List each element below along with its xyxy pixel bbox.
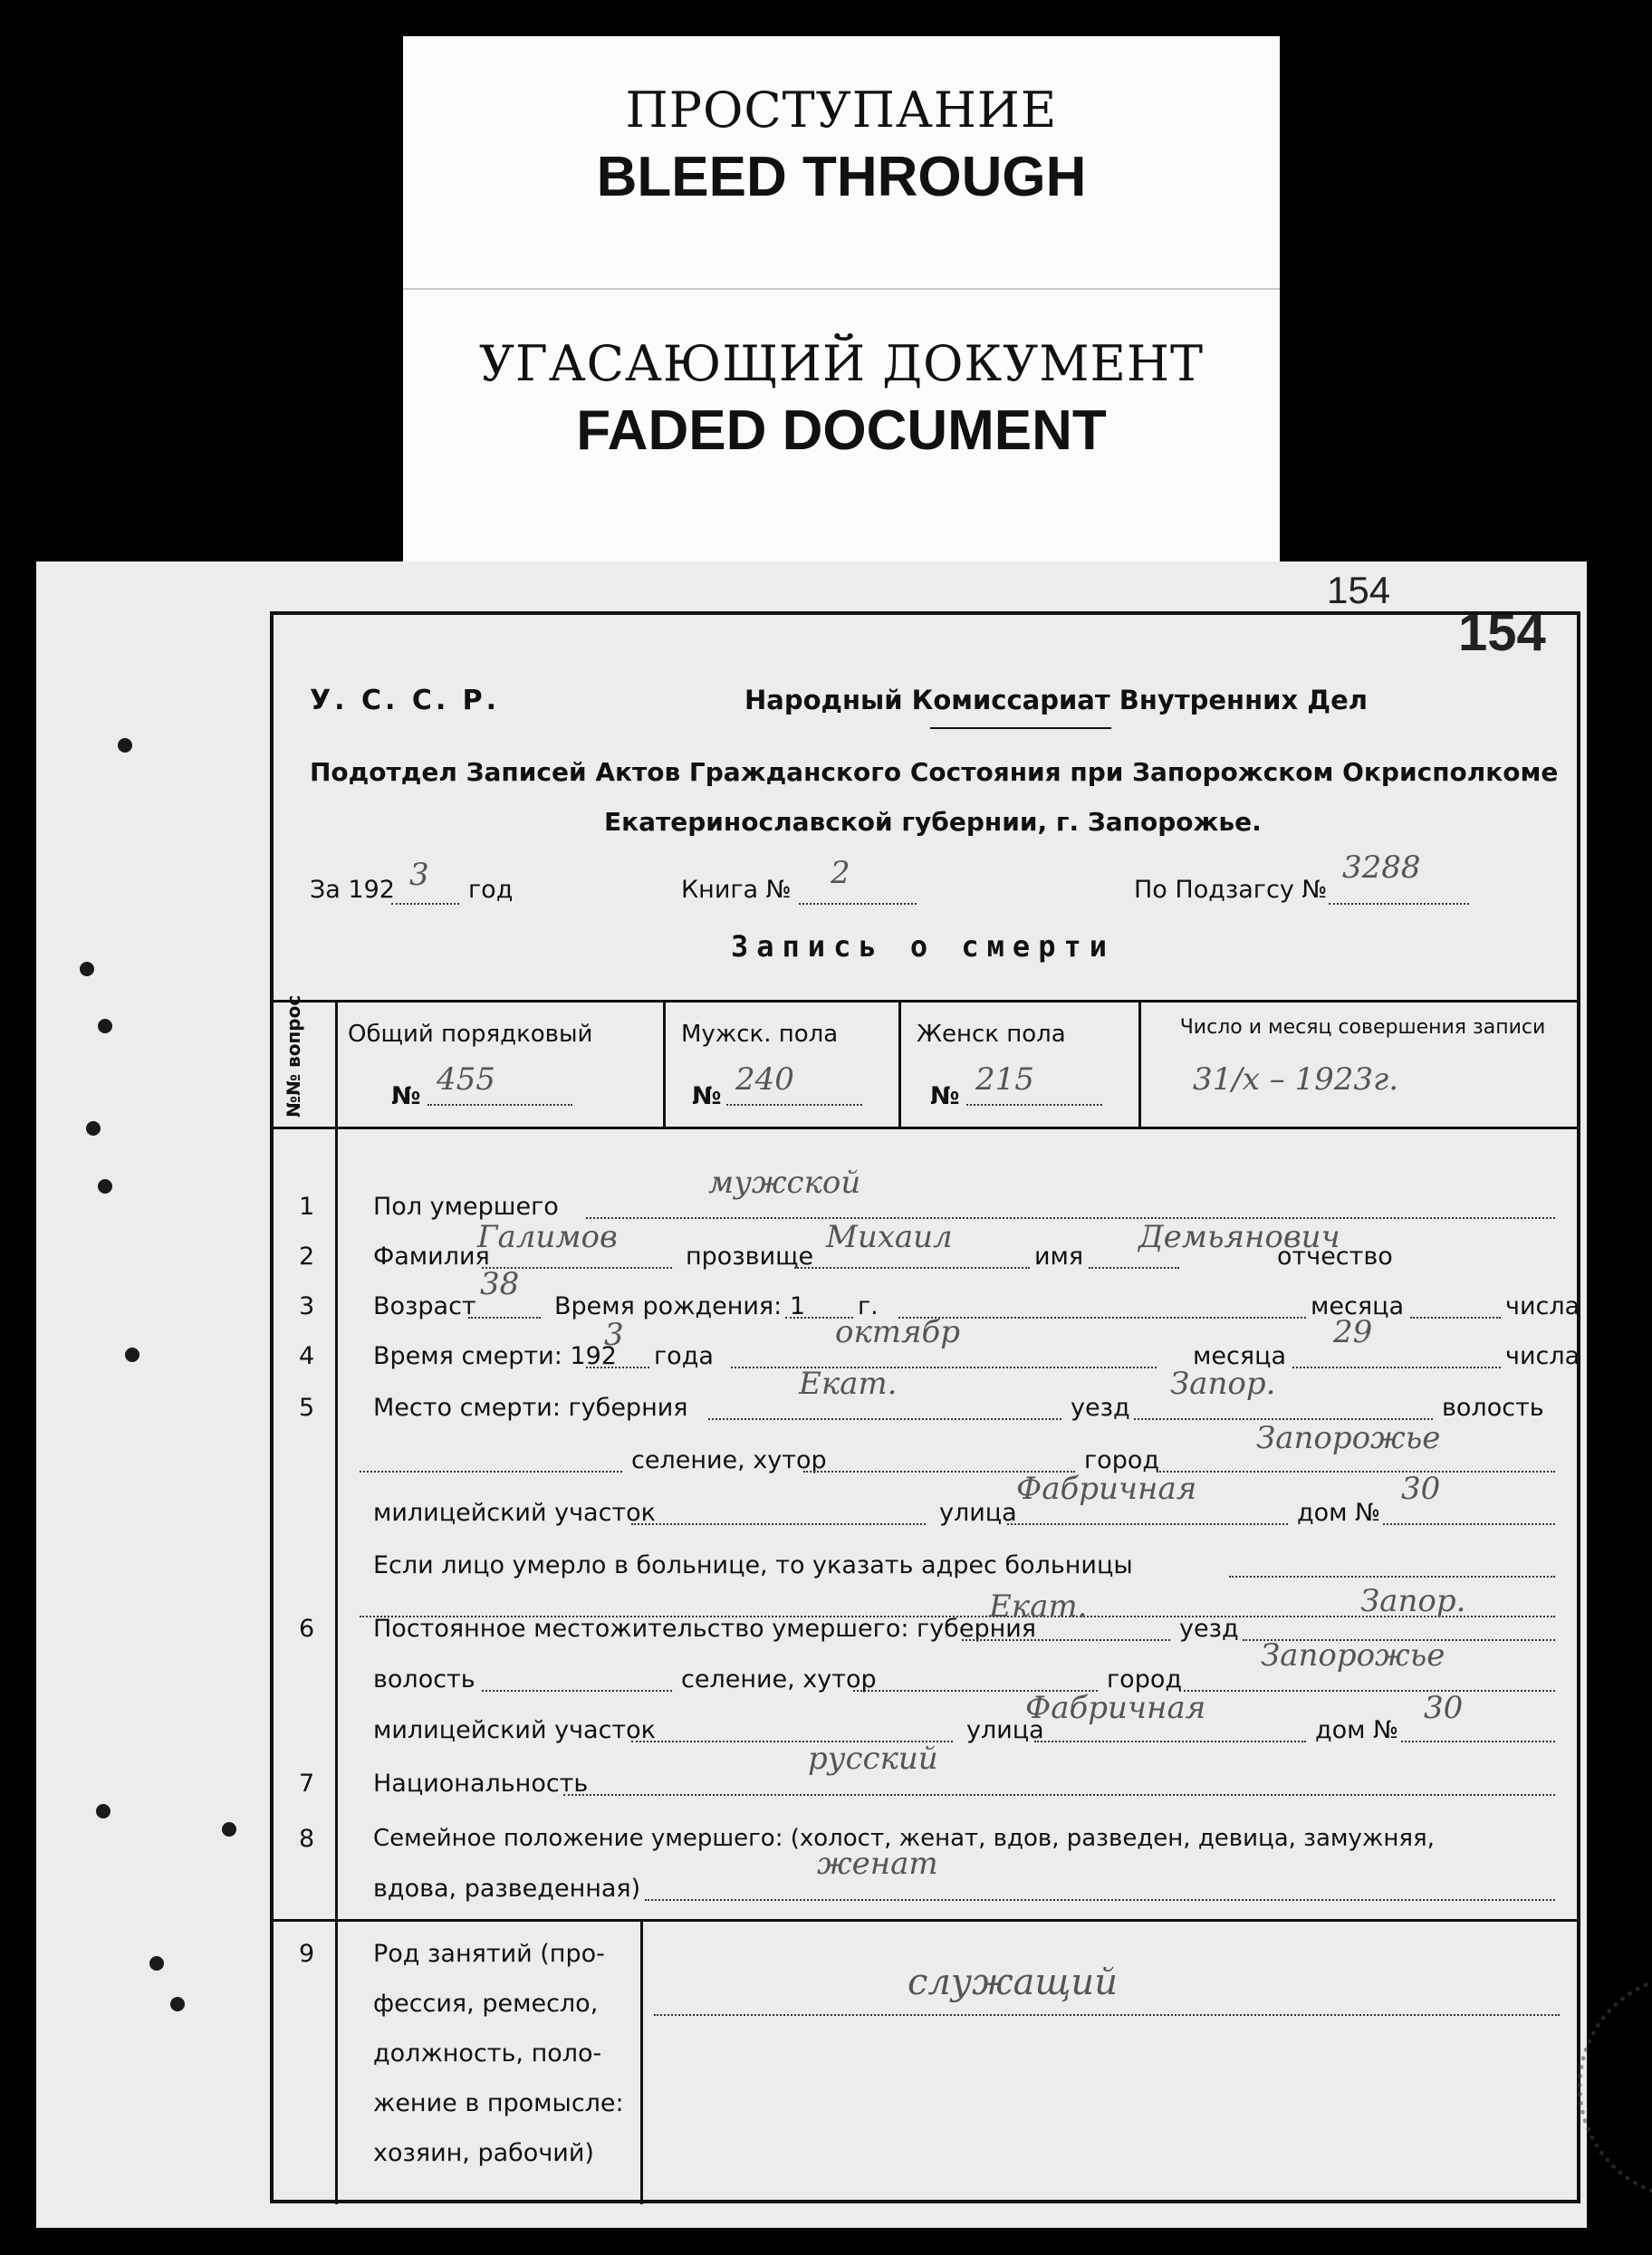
- marital-status-dots: [645, 1899, 1555, 1901]
- death-village-label: селение, хутор: [631, 1446, 827, 1474]
- general-number-value: 455: [437, 1061, 495, 1098]
- patronymic-dots: [1089, 1267, 1179, 1269]
- republic-label: У. С. С. Р.: [310, 685, 501, 716]
- column-rule: [663, 1000, 666, 1127]
- female-count-header: Женск пола: [917, 1021, 1066, 1048]
- age-value: 38: [480, 1266, 520, 1302]
- death-city-label: город: [1084, 1446, 1160, 1474]
- punch-hole: [96, 1804, 110, 1818]
- male-count-header: Мужск. пола: [681, 1021, 839, 1048]
- residence-gubernia-value: Екат.: [989, 1588, 1088, 1625]
- nationality-value: русский: [808, 1741, 938, 1777]
- question-number-header: №№ вопрос: [283, 994, 304, 1118]
- residence-village-label: селение, хутор: [681, 1665, 877, 1694]
- male-num-sign: №: [692, 1082, 722, 1110]
- occupation-column-rule: [640, 1919, 643, 2204]
- birth-time-label: Время рождения: 1: [554, 1292, 806, 1320]
- punch-hole: [80, 962, 94, 976]
- marital-status-label-2: вдова, разведенная): [373, 1875, 641, 1903]
- death-house-label: дом №: [1297, 1499, 1381, 1527]
- death-year-value: 3: [604, 1317, 624, 1353]
- occupation-label-1: Род занятий (про-: [373, 1940, 605, 1968]
- year-dots: [391, 903, 459, 905]
- death-city-value: Запорожье: [1256, 1420, 1441, 1456]
- table-top-rule: [274, 1000, 1578, 1003]
- occupation-dots: [654, 2014, 1560, 2016]
- punch-hole: [149, 1956, 164, 1971]
- occupation-value: служащий: [908, 1962, 1118, 2003]
- death-village-dots: [360, 1471, 622, 1473]
- book-value: 2: [831, 855, 850, 891]
- row-number-2: 2: [299, 1243, 315, 1271]
- year-suffix: год: [468, 876, 514, 904]
- birth-month-label: месяца: [1311, 1292, 1404, 1320]
- row-number-4: 4: [299, 1342, 315, 1370]
- row-number-9: 9: [299, 1940, 315, 1968]
- general-num-sign: №: [391, 1082, 421, 1110]
- department-line-2: Екатеринославской губернии, г. Запорожье.: [604, 807, 1262, 837]
- nationality-dots: [563, 1794, 1555, 1796]
- death-day-dots: [1292, 1367, 1501, 1368]
- record-date-value: 31/х – 1923г.: [1193, 1061, 1399, 1098]
- punch-hole: [125, 1348, 139, 1362]
- sheet-number: 154: [1327, 569, 1391, 611]
- death-gubernia-dots: [708, 1418, 1061, 1420]
- subcount-label: По Подзагсу №: [1134, 876, 1328, 904]
- column-rule: [898, 1000, 901, 1127]
- residence-militia-label: милицейский участок: [373, 1716, 656, 1744]
- occupation-label-4: жение в промысле:: [373, 2089, 624, 2117]
- death-month-label: месяца: [1193, 1342, 1286, 1370]
- sex-value: мужской: [708, 1165, 861, 1201]
- first-name-label: имя: [1034, 1243, 1084, 1271]
- bleed-through-ru: ПРОСТУПАНИЕ: [625, 82, 1058, 139]
- subcount-value: 3288: [1342, 849, 1421, 886]
- sheet-number-corrected: 154: [1458, 603, 1546, 662]
- punch-hole: [98, 1179, 112, 1194]
- residence-house-value: 30: [1424, 1690, 1464, 1726]
- death-day-value: 29: [1333, 1314, 1373, 1350]
- column-rule: [1138, 1000, 1141, 1127]
- bleed-through-en: BLEED THROUGH: [596, 146, 1087, 208]
- death-militia-label: милицейский участок: [373, 1499, 656, 1527]
- residence-street-dots: [1034, 1741, 1306, 1742]
- residence-label: Постоянное местожительство умершего: губерния: [373, 1615, 1037, 1643]
- faded-document-ru: УГАСАЮЩИЙ ДОКУМЕНТ: [478, 335, 1205, 392]
- death-street-value: Фабричная: [1016, 1471, 1197, 1507]
- death-time-label: Время смерти: 192: [373, 1342, 617, 1370]
- death-uezd-label: уезд: [1071, 1394, 1130, 1422]
- punch-hole: [222, 1822, 236, 1837]
- faded-document-en: FADED DOCUMENT: [576, 399, 1107, 462]
- death-day-label: числа: [1505, 1342, 1580, 1370]
- row-number-3: 3: [299, 1292, 315, 1320]
- punch-hole: [118, 738, 132, 753]
- death-house-dots: [1383, 1523, 1555, 1525]
- residence-city-dots: [1179, 1690, 1555, 1692]
- birth-day-label: числа: [1505, 1292, 1580, 1320]
- residence-house-dots: [1401, 1741, 1555, 1742]
- punch-hole: [98, 1019, 112, 1033]
- female-num-sign: №: [930, 1082, 960, 1110]
- punch-hole: [86, 1121, 101, 1136]
- female-count-value: 215: [975, 1061, 1034, 1098]
- book-label: Книга №: [681, 876, 792, 904]
- occupation-label-3: должность, поло-: [373, 2039, 602, 2068]
- residence-uezd-label: уезд: [1179, 1615, 1239, 1643]
- birth-day-dots: [1410, 1317, 1501, 1319]
- subcount-dots: [1329, 903, 1469, 905]
- death-street-label: улица: [939, 1499, 1017, 1527]
- label-divider: [403, 288, 1280, 290]
- surname-label: Фамилия: [373, 1243, 490, 1271]
- nickname-label: прозвище: [686, 1243, 814, 1271]
- table-bottom-rule: [274, 1127, 1578, 1129]
- general-dots: [427, 1104, 572, 1106]
- residence-street-value: Фабричная: [1025, 1690, 1206, 1726]
- row-number-1: 1: [299, 1193, 315, 1221]
- death-volost-label: волость: [1442, 1394, 1544, 1422]
- archival-label-card: [403, 36, 1280, 561]
- sex-dots: [586, 1217, 1555, 1219]
- female-dots: [966, 1104, 1102, 1106]
- death-month-dots: [731, 1367, 1157, 1368]
- residence-street-label: улица: [966, 1716, 1044, 1744]
- hospital-label: Если лицо умерло в больнице, то указать адрес больницы: [373, 1551, 1133, 1579]
- marital-status-label: Семейное положение умершего: (холост, женат, вдов, разведен, девица, замужняя,: [373, 1825, 1435, 1852]
- death-year-dots: [586, 1367, 649, 1368]
- header-rule: [930, 727, 1111, 729]
- male-count-value: 240: [735, 1061, 794, 1098]
- year-value: 3: [409, 857, 429, 893]
- record-title: Запись о смерти: [731, 929, 1115, 964]
- patronymic-label: отчество: [1277, 1243, 1393, 1271]
- nationality-label: Национальность: [373, 1770, 589, 1798]
- age-label: Возраст: [373, 1292, 476, 1320]
- death-month-value: октябр: [835, 1314, 961, 1350]
- death-house-value: 30: [1401, 1471, 1441, 1507]
- death-uezd-value: Запор.: [1170, 1366, 1276, 1402]
- hospital-dots: [1229, 1576, 1555, 1578]
- residence-volost-label: волость: [373, 1665, 475, 1694]
- residence-volost-dots: [482, 1690, 672, 1692]
- commissariat-label: Народный Комиссариат Внутренних Дел: [744, 685, 1368, 715]
- faded-stamp: [1578, 1973, 1652, 2200]
- residence-uezd-value: Запор.: [1360, 1583, 1466, 1619]
- age-dots: [468, 1317, 541, 1319]
- residence-gubernia-dots: [962, 1639, 1170, 1641]
- row-number-7: 7: [299, 1770, 315, 1798]
- occupation-label-2: фессия, ремесло,: [373, 1990, 599, 2018]
- death-record-sheet: [36, 561, 1587, 2228]
- sex-label: Пол умершего: [373, 1193, 559, 1221]
- death-street-dots: [1007, 1523, 1288, 1525]
- death-place-label: Место смерти: губерния: [373, 1394, 688, 1422]
- residence-house-label: дом №: [1315, 1716, 1399, 1744]
- residence-city-value: Запорожье: [1261, 1637, 1446, 1674]
- name-dots: [794, 1267, 1030, 1269]
- row-number-5: 5: [299, 1394, 315, 1422]
- year-label: За 192: [310, 876, 395, 904]
- death-militia-dots: [631, 1523, 926, 1525]
- occupation-top-rule: [274, 1919, 1578, 1922]
- general-number-header: Общий порядковый: [348, 1021, 593, 1048]
- death-year-label: года: [654, 1342, 714, 1370]
- punch-hole: [170, 1997, 185, 2011]
- record-date-header: Число и месяц совершения записи: [1179, 1016, 1546, 1039]
- occupation-label-5: хозяин, рабочий): [373, 2139, 594, 2167]
- department-line-1: Подотдел Записей Актов Гражданского Состояния при Запорожском Окрисполкоме: [310, 757, 1559, 787]
- male-dots: [726, 1104, 862, 1106]
- form-frame: [270, 611, 1580, 2203]
- surname-value: Галимов: [477, 1219, 618, 1255]
- residence-city-label: город: [1107, 1665, 1183, 1694]
- row-number-8: 8: [299, 1825, 315, 1853]
- book-dots: [799, 903, 917, 905]
- marital-status-value: женат: [817, 1846, 938, 1882]
- patronymic-value: Демьянович: [1138, 1219, 1340, 1255]
- first-name-value: Михаил: [826, 1219, 953, 1255]
- death-gubernia-value: Екат.: [799, 1366, 898, 1402]
- number-column-rule: [335, 1000, 338, 2204]
- row-number-6: 6: [299, 1615, 315, 1643]
- birth-g-label: г.: [858, 1292, 879, 1320]
- death-city-dots: [1157, 1471, 1555, 1473]
